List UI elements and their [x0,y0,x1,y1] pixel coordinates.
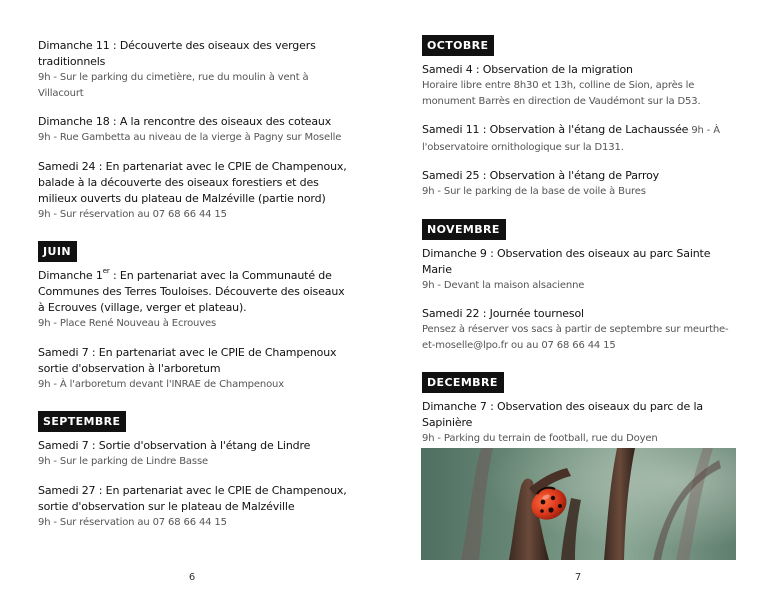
page-number: 6 [188,572,196,583]
month-label-septembre: SEPTEMBRE [38,411,126,432]
event-title-prefix: Dimanche 1 [38,269,103,282]
event-detail: 9h - Devant la maison alsacienne [422,279,585,291]
event-detail: 9h - Sur réservation au 07 68 66 44 15 [38,516,227,528]
event-detail-line-1: 9h - Parking du terrain de football, rue du Doyen [422,433,658,444]
event-title: Dimanche 9 : Observation des oiseaux au parc Sainte Marie [422,246,711,276]
page-number: 7 [574,572,582,583]
event-samedi-27 [38,483,350,531]
event-title: Samedi 7 : Sortie d'observation à l'étang de Lindre [38,439,311,452]
event-detail: 9h - Sur le parking de Lindre Basse [38,456,209,467]
event-samedi-4 [422,62,738,109]
event-title: Dimanche 7 : Observation des oiseaux du parc de la Sapinière [422,400,703,429]
event-dimanche-18 [38,114,350,146]
event-title-superscript: er [102,267,110,276]
event-detail: 9h - Place René Nouveau à Ecrouves [38,318,217,329]
event-title-with-detail [422,122,738,155]
event-samedi-22 [422,306,738,353]
event-title: Samedi 7 : En partenariat avec le CPIE de Champenoux sortie d'observation à l'arboretum [38,345,337,375]
event-detail: Horaire libre entre 8h30 et 13h, colline de Sion, après le monument Barrès en direction de Vaudémont sur la D53. [422,80,701,107]
event-title: Dimanche 11 : Découverte des oiseaux des vergers traditionnels [38,39,316,68]
event-title: Samedi 27 : En partenariat avec le CPIE de Champenoux, sortie d'observation sur le plateau de Malzéville [38,483,347,513]
month-label-octobre: OCTOBRE [422,35,494,56]
event-samedi-11 [422,122,738,155]
event-title: Samedi 22 : Journée tournesol [422,307,584,320]
event-samedi-25 [422,168,738,200]
event-title: Samedi 11 : Observation à l'étang de Lachaussée [422,123,689,136]
event-detail: 9h - À l'observatoire ornithologique sur la D131. [422,125,720,153]
event-detail: 9h - Sur le parking de la base de voile à Bures [422,186,646,197]
month-label-juin: JUIN [38,241,77,262]
left-column [38,38,350,543]
month-label-decembre: DECEMBRE [422,372,504,393]
month-label-novembre: NOVEMBRE [422,219,506,240]
event-detail: 9h - Rue Gambetta au niveau de la vierge à Pagny sur Moselle [38,132,342,143]
event-title-rest: : En partenariat avec la Communauté de Communes des Terres Touloises. Découverte des oiseaux à Ecrouves (village, verger et plateau). [38,269,345,314]
event-title: Samedi 25 : Observation à l'étang de Parroy [422,169,660,182]
ladybird-photo [421,448,736,560]
event-title: Samedi 4 : Observation de la migration [422,63,633,76]
event-dimanche-1er [38,268,350,332]
event-title: Dimanche 18 : A la rencontre des oiseaux des coteaux [38,115,332,128]
right-column [422,34,738,475]
event-dimanche-11 [38,38,350,101]
event-samedi-24 [38,159,350,223]
event-samedi-7-septembre [38,438,350,470]
event-detail: 9h - Sur réservation au 07 68 66 44 15 [38,208,227,220]
event-samedi-7-juin [38,345,350,393]
event-title [38,268,350,316]
event-dimanche-9 [422,246,738,294]
event-detail: 9h - À l'arboretum devant l'INRAE de Champenoux [38,378,284,390]
event-title: Samedi 24 : En partenariat avec le CPIE de Champenoux, balade à la découverte des oiseaux forestiers et des milieux ouverts du plateau de Malzéville (partie nord) [38,159,347,205]
right-page [384,0,768,592]
event-detail: 9h - Sur le parking du cimetière, rue du moulin à vent à Villacourt [38,72,309,99]
event-detail: Pensez à réserver vos sacs à partir de septembre sur meurthe-et-moselle@lpo.fr ou au 07 68 66 44 15 [422,324,729,351]
